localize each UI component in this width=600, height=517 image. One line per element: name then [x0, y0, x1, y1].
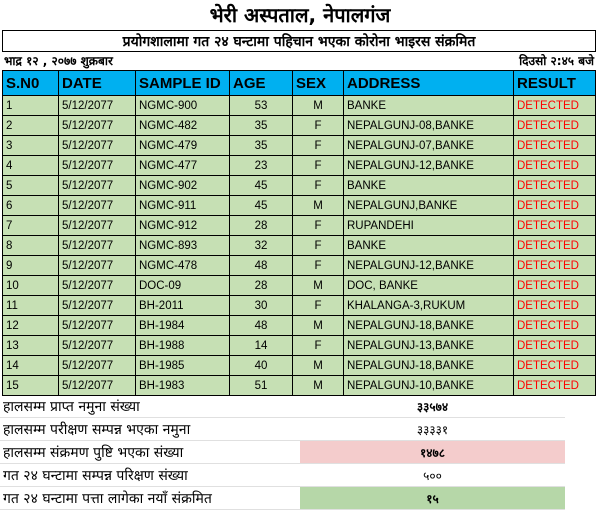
cell-date[interactable]: 5/12/2077 [59, 236, 136, 256]
cell-date[interactable]: 5/12/2077 [59, 176, 136, 196]
summary-label[interactable]: गत २४ घन्टामा सम्पन्न परिक्षण संख्या [0, 464, 300, 487]
summary-label[interactable]: गत २४ घन्टामा पत्ता लागेका नयाँ संक्रमित [0, 487, 300, 510]
summary-row-tests-24h [0, 464, 565, 487]
cell-age[interactable]: 35 [230, 136, 293, 156]
table-row [3, 136, 596, 156]
cell-age[interactable]: 28 [230, 276, 293, 296]
report-date: भाद्र १२ , २०७७ शुक्रबार [4, 54, 113, 68]
table-row [3, 196, 596, 216]
cell-sample-id[interactable]: NGMC-900 [136, 96, 230, 116]
cell-address[interactable]: BANKE [344, 236, 514, 256]
cell-age[interactable]: 35 [230, 116, 293, 136]
cell-sex[interactable]: F [293, 116, 344, 136]
table-row [3, 96, 596, 116]
summary-row-total-samples [0, 395, 565, 418]
cell-sn[interactable]: 7 [3, 216, 59, 236]
summary-label[interactable]: हालसम्म परीक्षण सम्पन्न भएका नमुना [0, 418, 300, 441]
cell-sn[interactable]: 1 [3, 96, 59, 116]
cell-date[interactable]: 5/12/2077 [59, 196, 136, 216]
table-row [3, 296, 596, 316]
cell-sample-id[interactable]: BH-1983 [136, 376, 230, 396]
cell-sex[interactable]: F [293, 236, 344, 256]
cell-date[interactable]: 5/12/2077 [59, 216, 136, 236]
table-row [3, 116, 596, 136]
col-header-age[interactable]: AGE [230, 71, 293, 96]
col-header-sn[interactable]: S.N0 [3, 71, 59, 96]
cell-address[interactable]: NEPALGUNJ-18,BANKE [344, 316, 514, 336]
cell-sex[interactable]: M [293, 316, 344, 336]
summary-value[interactable]: १५ [300, 487, 565, 510]
summary-value[interactable]: ३३५७४ [300, 395, 565, 418]
cell-sex[interactable]: F [293, 256, 344, 276]
table-row [3, 316, 596, 336]
cell-result[interactable]: DETECTED [514, 316, 596, 336]
cell-result[interactable]: DETECTED [514, 236, 596, 256]
cell-sample-id[interactable]: NGMC-912 [136, 216, 230, 236]
col-header-result[interactable]: RESULT [514, 71, 596, 96]
cell-address[interactable]: BANKE [344, 176, 514, 196]
cell-date[interactable]: 5/12/2077 [59, 256, 136, 276]
table-row [3, 216, 596, 236]
cell-sn[interactable]: 2 [3, 116, 59, 136]
cell-address[interactable]: NEPALGUNJ-12,BANKE [344, 156, 514, 176]
cell-sn[interactable]: 11 [3, 296, 59, 316]
table-row [3, 356, 596, 376]
report-subtitle: प्रयोगशालामा गत २४ घन्टामा पहिचान भएका कोरोना भाइरस संक्रमित [2, 30, 596, 52]
cell-age[interactable]: 53 [230, 96, 293, 116]
cell-result[interactable]: DETECTED [514, 96, 596, 116]
cell-address[interactable]: NEPALGUNJ-12,BANKE [344, 256, 514, 276]
cell-sn[interactable]: 13 [3, 336, 59, 356]
cell-age[interactable]: 32 [230, 236, 293, 256]
summary-value[interactable]: ३३३३१ [300, 418, 565, 441]
cell-sex[interactable]: M [293, 196, 344, 216]
cell-sex[interactable]: F [293, 296, 344, 316]
cell-sn[interactable]: 10 [3, 276, 59, 296]
cell-sample-id[interactable]: BH-2011 [136, 296, 230, 316]
cell-sn[interactable]: 9 [3, 256, 59, 276]
col-header-sex[interactable]: SEX [293, 71, 344, 96]
cell-sn[interactable]: 4 [3, 156, 59, 176]
cell-date[interactable]: 5/12/2077 [59, 376, 136, 396]
cell-sample-id[interactable]: BH-1988 [136, 336, 230, 356]
cell-sex[interactable]: F [293, 176, 344, 196]
table-row [3, 176, 596, 196]
cell-address[interactable]: NEPALGUNJ-18,BANKE [344, 356, 514, 376]
cell-sex[interactable]: M [293, 276, 344, 296]
cell-address[interactable]: NEPALGUNJ-13,BANKE [344, 336, 514, 356]
summary-value[interactable]: १४७८ [300, 441, 565, 464]
summary-value[interactable]: ५०० [300, 464, 565, 487]
cell-age[interactable]: 48 [230, 316, 293, 336]
cell-date[interactable]: 5/12/2077 [59, 116, 136, 136]
cell-age[interactable]: 28 [230, 216, 293, 236]
table-row [3, 156, 596, 176]
cell-address[interactable]: DOC, BANKE [344, 276, 514, 296]
cell-sample-id[interactable]: BH-1984 [136, 316, 230, 336]
cell-sex[interactable]: F [293, 216, 344, 236]
cell-result[interactable]: DETECTED [514, 296, 596, 316]
cell-date[interactable]: 5/12/2077 [59, 96, 136, 116]
cell-sn[interactable]: 14 [3, 356, 59, 376]
cell-sample-id[interactable]: NGMC-479 [136, 136, 230, 156]
cell-sample-id[interactable]: NGMC-477 [136, 156, 230, 176]
table-row [3, 376, 596, 396]
cell-result[interactable]: DETECTED [514, 356, 596, 376]
cell-sn[interactable]: 12 [3, 316, 59, 336]
cell-sn[interactable]: 8 [3, 236, 59, 256]
cases-table [2, 70, 596, 396]
hospital-title: भेरी अस्पताल, नेपालगंज [209, 3, 391, 27]
cell-age[interactable]: 23 [230, 156, 293, 176]
table-row [3, 256, 596, 276]
cell-sn[interactable]: 5 [3, 176, 59, 196]
cell-address[interactable]: KHALANGA-3,RUKUM [344, 296, 514, 316]
cell-age[interactable]: 40 [230, 356, 293, 376]
cell-address[interactable]: RUPANDEHI [344, 216, 514, 236]
cell-sample-id[interactable]: DOC-09 [136, 276, 230, 296]
table-row [3, 336, 596, 356]
cell-age[interactable]: 45 [230, 176, 293, 196]
cell-result[interactable]: DETECTED [514, 176, 596, 196]
cell-address[interactable]: NEPALGUNJ-08,BANKE [344, 116, 514, 136]
report-time: दिउसो २:४५ बजे [519, 54, 594, 68]
table-header-row [3, 71, 596, 96]
cell-result[interactable]: DETECTED [514, 256, 596, 276]
cell-result[interactable]: DETECTED [514, 376, 596, 396]
col-header-date[interactable]: DATE [59, 71, 136, 96]
cell-sex[interactable]: F [293, 156, 344, 176]
cell-sample-id[interactable]: NGMC-482 [136, 116, 230, 136]
cell-result[interactable]: DETECTED [514, 216, 596, 236]
table-row [3, 236, 596, 256]
col-header-address[interactable]: ADDRESS [344, 71, 514, 96]
cell-sn[interactable]: 3 [3, 136, 59, 156]
cell-date[interactable]: 5/12/2077 [59, 336, 136, 356]
cell-sex[interactable]: M [293, 356, 344, 376]
table-row [3, 276, 596, 296]
cell-age[interactable]: 48 [230, 256, 293, 276]
cell-sn[interactable]: 15 [3, 376, 59, 396]
summary-row-tested-samples [0, 418, 565, 441]
cell-address[interactable]: NEPALGUNJ-10,BANKE [344, 376, 514, 396]
cell-sex[interactable]: F [293, 136, 344, 156]
cell-result[interactable]: DETECTED [514, 276, 596, 296]
cell-result[interactable]: DETECTED [514, 336, 596, 356]
cell-date[interactable]: 5/12/2077 [59, 136, 136, 156]
cell-sample-id[interactable]: NGMC-893 [136, 236, 230, 256]
cell-date[interactable]: 5/12/2077 [59, 296, 136, 316]
col-header-sample-id[interactable]: SAMPLE ID [136, 71, 230, 96]
cell-age[interactable]: 51 [230, 376, 293, 396]
cell-age[interactable]: 30 [230, 296, 293, 316]
cell-result[interactable]: DETECTED [514, 156, 596, 176]
cell-date[interactable]: 5/12/2077 [59, 276, 136, 296]
cell-sample-id[interactable]: NGMC-911 [136, 196, 230, 216]
cell-sex[interactable]: M [293, 96, 344, 116]
cell-sample-id[interactable]: NGMC-478 [136, 256, 230, 276]
summary-row-confirmed [0, 441, 565, 464]
summary-label[interactable]: हालसम्म संक्रमण पुष्टि भएका संख्या [0, 441, 300, 464]
cell-age[interactable]: 45 [230, 196, 293, 216]
cell-sn[interactable]: 6 [3, 196, 59, 216]
cell-age[interactable]: 14 [230, 336, 293, 356]
cell-sample-id[interactable]: BH-1985 [136, 356, 230, 376]
cell-address[interactable]: NEPALGUNJ,BANKE [344, 196, 514, 216]
cell-date[interactable]: 5/12/2077 [59, 316, 136, 336]
summary-row-new-cases-24h [0, 487, 565, 510]
cell-result[interactable]: DETECTED [514, 196, 596, 216]
cell-sample-id[interactable]: NGMC-902 [136, 176, 230, 196]
cell-date[interactable]: 5/12/2077 [59, 156, 136, 176]
cell-result[interactable]: DETECTED [514, 136, 596, 156]
cell-address[interactable]: BANKE [344, 96, 514, 116]
cell-result[interactable]: DETECTED [514, 116, 596, 136]
cell-address[interactable]: NEPALGUNJ-07,BANKE [344, 136, 514, 156]
cell-date[interactable]: 5/12/2077 [59, 356, 136, 376]
summary-table [0, 395, 565, 510]
date-line [2, 52, 596, 70]
cell-sex[interactable]: M [293, 376, 344, 396]
summary-label[interactable]: हालसम्म प्राप्त नमुना संख्या [0, 395, 300, 418]
cell-sex[interactable]: F [293, 336, 344, 356]
